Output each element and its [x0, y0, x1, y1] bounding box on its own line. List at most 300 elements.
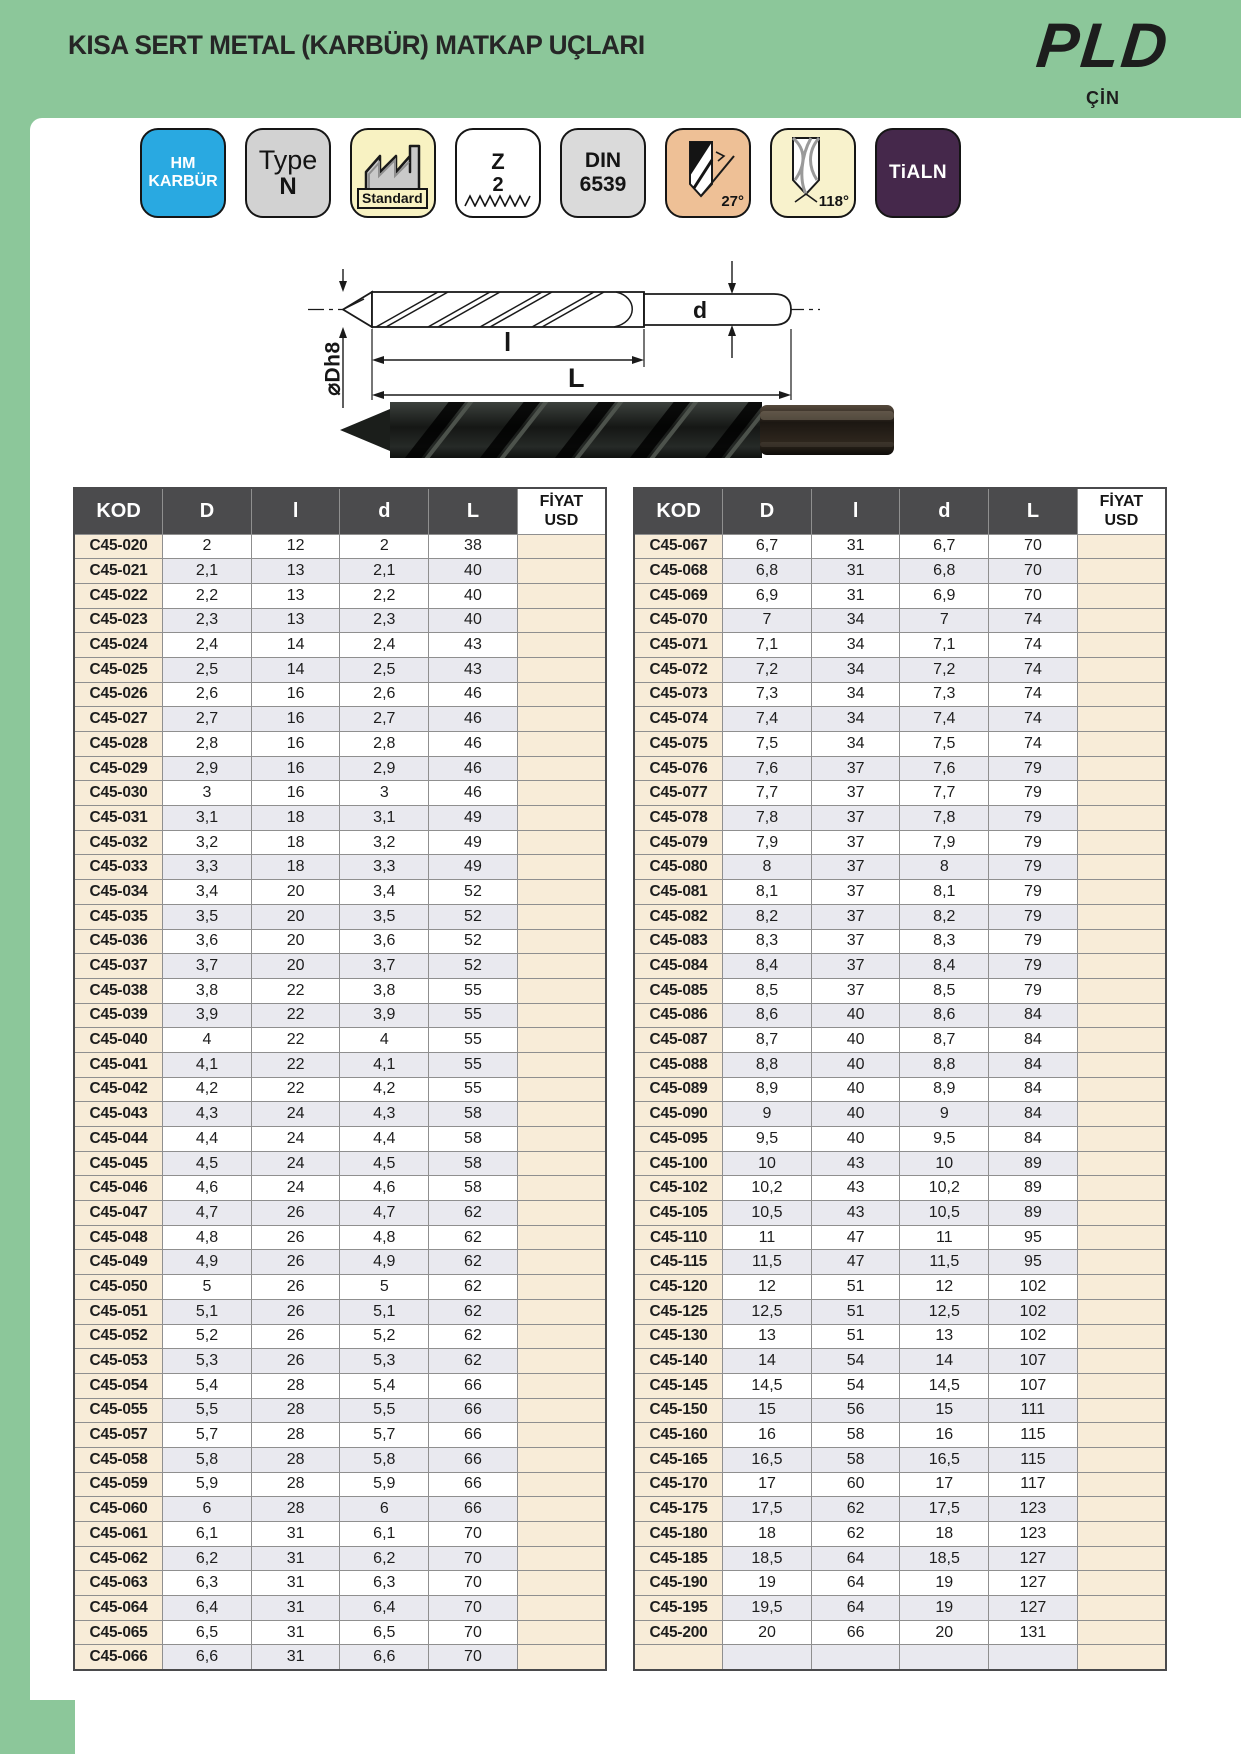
table-row: [74, 880, 606, 905]
cell-value: 8,4: [900, 954, 989, 979]
cell-price: [517, 1176, 606, 1201]
column-header-kod: KOD: [634, 488, 723, 534]
cell-value: 5,4: [163, 1373, 252, 1398]
table-row: [634, 657, 1166, 682]
cell-value: 40: [811, 1052, 900, 1077]
cell-value: 6,4: [340, 1596, 429, 1621]
cell-value: 74: [989, 732, 1078, 757]
badge-hm-line1: HM: [170, 155, 196, 173]
cell-value: 6,7: [723, 534, 812, 559]
cell-value: 5,3: [163, 1349, 252, 1374]
cell-kod: C45-063: [74, 1571, 163, 1596]
badge-standard: [350, 128, 436, 218]
cell-value: 70: [429, 1546, 518, 1571]
cell-value: 3,2: [163, 830, 252, 855]
cell-price: [517, 657, 606, 682]
cell-value: 8: [900, 855, 989, 880]
cell-value: 107: [989, 1349, 1078, 1374]
cell-kod: C45-031: [74, 806, 163, 831]
cell-kod: C45-029: [74, 756, 163, 781]
cell-price: [517, 1275, 606, 1300]
cell-kod: C45-040: [74, 1028, 163, 1053]
cell-kod: C45-036: [74, 929, 163, 954]
cell-value: 84: [989, 1127, 1078, 1152]
cell-price: [517, 1201, 606, 1226]
cell-value: 70: [989, 583, 1078, 608]
cell-value: 8,2: [723, 904, 812, 929]
cell-value: 37: [811, 880, 900, 905]
cell-value: 37: [811, 806, 900, 831]
cell-value: 7,7: [900, 781, 989, 806]
cell-value: 7,9: [900, 830, 989, 855]
cell-value: 16,5: [723, 1447, 812, 1472]
cell-value: 4,5: [340, 1151, 429, 1176]
cell-value: 5,2: [340, 1324, 429, 1349]
cell-kod: C45-082: [634, 904, 723, 929]
cell-kod: C45-052: [74, 1324, 163, 1349]
cell-value: 66: [429, 1423, 518, 1448]
cell-kod: [634, 1645, 723, 1670]
cell-value: 7,8: [723, 806, 812, 831]
badge-coating-label: TiALN: [888, 162, 948, 184]
cell-price: [517, 1003, 606, 1028]
table-row: [74, 1299, 606, 1324]
cell-kod: C45-027: [74, 707, 163, 732]
cell-price: [517, 1151, 606, 1176]
cell-value: 19,5: [723, 1596, 812, 1621]
cell-value: 52: [429, 880, 518, 905]
cell-value: 102: [989, 1324, 1078, 1349]
cell-value: 117: [989, 1472, 1078, 1497]
table-row: [634, 1225, 1166, 1250]
cell-price: [1077, 1571, 1166, 1596]
badge-z-line1: Z: [491, 149, 505, 175]
cell-value: 7,7: [723, 781, 812, 806]
cell-value: 18: [251, 806, 340, 831]
cell-value: 58: [429, 1102, 518, 1127]
cell-price: [1077, 756, 1166, 781]
cell-value: 10,5: [900, 1201, 989, 1226]
cell-value: 84: [989, 1052, 1078, 1077]
table-row: [634, 1373, 1166, 1398]
cell-value: 107: [989, 1373, 1078, 1398]
cell-value: 62: [429, 1349, 518, 1374]
table-row: [634, 707, 1166, 732]
table-row: [74, 1275, 606, 1300]
cell-price: [1077, 1324, 1166, 1349]
cell-price: [517, 1077, 606, 1102]
cell-value: 8,2: [900, 904, 989, 929]
table-row: [74, 707, 606, 732]
cell-value: 58: [811, 1447, 900, 1472]
cell-value: 40: [811, 1077, 900, 1102]
table-row: [74, 1472, 606, 1497]
badge-din-line1: DIN: [584, 149, 622, 173]
cell-kod: C45-089: [634, 1077, 723, 1102]
cell-kod: C45-150: [634, 1398, 723, 1423]
cell-value: 31: [811, 559, 900, 584]
cell-value: 26: [251, 1225, 340, 1250]
cell-value: 14: [900, 1349, 989, 1374]
cell-value: 6,7: [900, 534, 989, 559]
cell-value: 4,6: [163, 1176, 252, 1201]
cell-price: [1077, 1003, 1166, 1028]
cell-value: 10: [723, 1151, 812, 1176]
cell-value: 3,5: [163, 904, 252, 929]
cell-value: 40: [429, 559, 518, 584]
cell-value: 4: [163, 1028, 252, 1053]
cell-price: [517, 880, 606, 905]
cell-value: 3: [163, 781, 252, 806]
column-header-kod: KOD: [74, 488, 163, 534]
cell-value: 2,8: [340, 732, 429, 757]
cell-value: 2,6: [163, 682, 252, 707]
cell-value: 5,8: [163, 1447, 252, 1472]
cell-value: 13: [251, 583, 340, 608]
table-row: [74, 1398, 606, 1423]
cell-price: [1077, 1423, 1166, 1448]
cell-value: 64: [811, 1546, 900, 1571]
table-row: [634, 1497, 1166, 1522]
cell-value: 62: [811, 1522, 900, 1547]
cell-value: 10,5: [723, 1201, 812, 1226]
table-row: [74, 1447, 606, 1472]
cell-value: 3,6: [163, 929, 252, 954]
cell-kod: C45-175: [634, 1497, 723, 1522]
table-row: [634, 1620, 1166, 1645]
cell-value: 16: [251, 682, 340, 707]
cell-value: 7,2: [900, 657, 989, 682]
table-row: [634, 1349, 1166, 1374]
cell-value: 26: [251, 1349, 340, 1374]
header-row: [74, 488, 606, 534]
cell-price: [1077, 1151, 1166, 1176]
brand-logo: PLD: [1033, 11, 1173, 81]
cell-value: 20: [900, 1620, 989, 1645]
cell-value: 8,6: [723, 1003, 812, 1028]
table-row: [74, 756, 606, 781]
cell-kod: C45-075: [634, 732, 723, 757]
cell-kod: C45-022: [74, 583, 163, 608]
cell-price: [1077, 1250, 1166, 1275]
cell-value: 52: [429, 954, 518, 979]
cell-value: 79: [989, 830, 1078, 855]
table-row: [74, 1250, 606, 1275]
cell-price: [517, 1349, 606, 1374]
cell-value: 6,3: [340, 1571, 429, 1596]
badge-hm-line2: KARBÜR: [148, 173, 218, 190]
badge-type-n: [245, 128, 331, 218]
badge-point-angle-label: 118°: [818, 193, 849, 210]
cell-value: 70: [429, 1620, 518, 1645]
cell-kod: C45-076: [634, 756, 723, 781]
cell-value: 5,7: [163, 1423, 252, 1448]
header-row: [634, 488, 1166, 534]
cell-value: 5,8: [340, 1447, 429, 1472]
table-row: [634, 1176, 1166, 1201]
cell-value: 16: [900, 1423, 989, 1448]
cell-value: 22: [251, 1003, 340, 1028]
cell-value: 6: [163, 1497, 252, 1522]
table-row: [634, 978, 1166, 1003]
cell-value: 24: [251, 1151, 340, 1176]
cell-value: 31: [251, 1522, 340, 1547]
cell-value: 7,9: [723, 830, 812, 855]
table-row: [74, 608, 606, 633]
cell-value: 31: [251, 1620, 340, 1645]
table-row: [74, 1324, 606, 1349]
cell-value: 2,2: [340, 583, 429, 608]
cell-value: 3,7: [163, 954, 252, 979]
zigzag-icon: [464, 194, 532, 212]
table-row: [634, 608, 1166, 633]
badge-din-line2: 6539: [579, 173, 627, 196]
table-row: [634, 1398, 1166, 1423]
cell-value: 37: [811, 978, 900, 1003]
cell-value: 26: [251, 1324, 340, 1349]
cell-value: 55: [429, 978, 518, 1003]
cell-kod: C45-165: [634, 1447, 723, 1472]
badge-point-118: [770, 128, 856, 218]
cell-value: [811, 1645, 900, 1670]
cell-value: 70: [429, 1571, 518, 1596]
cell-value: 2: [340, 534, 429, 559]
cell-value: 13: [900, 1324, 989, 1349]
cell-kod: C45-055: [74, 1398, 163, 1423]
cell-value: 37: [811, 855, 900, 880]
cell-price: [517, 534, 606, 559]
drill-photo: [340, 398, 900, 467]
price-header-line: FİYAT: [1099, 493, 1144, 511]
table-row: [74, 806, 606, 831]
cell-kod: C45-087: [634, 1028, 723, 1053]
cell-value: 10,2: [723, 1176, 812, 1201]
cell-price: [517, 633, 606, 658]
table-row: [634, 583, 1166, 608]
cell-value: 79: [989, 806, 1078, 831]
cell-price: [1077, 830, 1166, 855]
cell-value: 84: [989, 1077, 1078, 1102]
column-header-d: d: [340, 488, 429, 534]
column-header-d: D: [723, 488, 812, 534]
cell-kod: C45-041: [74, 1052, 163, 1077]
cell-value: 4,6: [340, 1176, 429, 1201]
cell-kod: C45-185: [634, 1546, 723, 1571]
cell-kod: C45-049: [74, 1250, 163, 1275]
cell-value: 20: [251, 954, 340, 979]
column-header-l: L: [429, 488, 518, 534]
cell-value: 2,9: [163, 756, 252, 781]
cell-value: 2,5: [163, 657, 252, 682]
cell-price: [1077, 633, 1166, 658]
cell-value: 123: [989, 1522, 1078, 1547]
cell-value: 8,8: [900, 1052, 989, 1077]
cell-price: [517, 1571, 606, 1596]
cell-value: 79: [989, 855, 1078, 880]
cell-kod: C45-026: [74, 682, 163, 707]
brand-country: ÇİN: [1086, 88, 1120, 108]
cell-value: 3,2: [340, 830, 429, 855]
cell-value: 3,9: [340, 1003, 429, 1028]
table-row: [74, 559, 606, 584]
cell-value: 31: [251, 1596, 340, 1621]
cell-value: 3,3: [340, 855, 429, 880]
cell-price: [1077, 904, 1166, 929]
cell-value: 5,4: [340, 1373, 429, 1398]
cell-value: 43: [429, 657, 518, 682]
cell-kod: C45-060: [74, 1497, 163, 1522]
cell-value: 6,6: [340, 1645, 429, 1670]
cell-value: 74: [989, 608, 1078, 633]
cell-value: 79: [989, 929, 1078, 954]
cell-value: 34: [811, 682, 900, 707]
cell-value: 46: [429, 707, 518, 732]
cell-value: 18: [251, 830, 340, 855]
cell-kod: C45-046: [74, 1176, 163, 1201]
cell-value: 4,4: [163, 1127, 252, 1152]
cell-value: 127: [989, 1571, 1078, 1596]
badge-hm-karbur: [140, 128, 226, 218]
table-row: [634, 954, 1166, 979]
cell-price: [1077, 608, 1166, 633]
cell-value: 7,1: [900, 633, 989, 658]
price-header-line: USD: [544, 512, 579, 530]
cell-value: 2,5: [340, 657, 429, 682]
cell-price: [517, 682, 606, 707]
cell-value: 37: [811, 830, 900, 855]
cell-kod: C45-084: [634, 954, 723, 979]
column-header-d: D: [163, 488, 252, 534]
cell-value: 127: [989, 1596, 1078, 1621]
cell-kod: C45-021: [74, 559, 163, 584]
cell-value: 2,8: [163, 732, 252, 757]
cell-kod: C45-120: [634, 1275, 723, 1300]
cell-value: 28: [251, 1398, 340, 1423]
cell-kod: C45-047: [74, 1201, 163, 1226]
cell-value: 5,9: [340, 1472, 429, 1497]
cell-value: 62: [429, 1250, 518, 1275]
table-row: [74, 904, 606, 929]
cell-value: 37: [811, 781, 900, 806]
cell-value: 2,2: [163, 583, 252, 608]
cell-kod: C45-110: [634, 1225, 723, 1250]
table-row: [74, 830, 606, 855]
cell-value: 89: [989, 1151, 1078, 1176]
table-row: [634, 1546, 1166, 1571]
cell-price: [517, 1447, 606, 1472]
cell-kod: C45-023: [74, 608, 163, 633]
cell-kod: C45-070: [634, 608, 723, 633]
cell-kod: C45-054: [74, 1373, 163, 1398]
cell-value: 47: [811, 1250, 900, 1275]
cell-value: 115: [989, 1423, 1078, 1448]
table-row: [74, 657, 606, 682]
attribute-badges: [140, 128, 961, 218]
cell-value: 24: [251, 1176, 340, 1201]
badge-type-line2: N: [279, 172, 297, 200]
cell-value: 6,8: [723, 559, 812, 584]
cell-price: [1077, 855, 1166, 880]
cell-value: 8,5: [900, 978, 989, 1003]
table-row: [634, 1201, 1166, 1226]
cell-value: 3,1: [340, 806, 429, 831]
column-header-price: [517, 488, 606, 534]
cell-price: [1077, 880, 1166, 905]
cell-value: 58: [811, 1423, 900, 1448]
cell-value: 74: [989, 682, 1078, 707]
cell-value: 9: [723, 1102, 812, 1127]
cell-kod: C45-062: [74, 1546, 163, 1571]
cell-price: [1077, 1497, 1166, 1522]
badge-helix-27: [665, 128, 751, 218]
cell-kod: C45-066: [74, 1645, 163, 1670]
cell-kod: C45-050: [74, 1275, 163, 1300]
cell-kod: C45-072: [634, 657, 723, 682]
cell-kod: C45-068: [634, 559, 723, 584]
cell-value: 2,3: [163, 608, 252, 633]
cell-price: [517, 830, 606, 855]
cell-value: 16: [251, 732, 340, 757]
cell-value: 6,4: [163, 1596, 252, 1621]
table-row: [74, 534, 606, 559]
cell-value: 70: [429, 1645, 518, 1670]
cell-value: 5: [163, 1275, 252, 1300]
cell-kod: C45-083: [634, 929, 723, 954]
cell-price: [517, 1225, 606, 1250]
cell-kod: C45-039: [74, 1003, 163, 1028]
table-row: [634, 534, 1166, 559]
cell-value: 3,8: [340, 978, 429, 1003]
cell-price: [1077, 1522, 1166, 1547]
cell-value: 12,5: [723, 1299, 812, 1324]
table-row: [74, 1645, 606, 1670]
cell-value: 31: [251, 1571, 340, 1596]
cell-value: 70: [429, 1596, 518, 1621]
cell-kod: C45-095: [634, 1127, 723, 1152]
cell-price: [517, 1028, 606, 1053]
cell-value: 66: [429, 1447, 518, 1472]
cell-price: [1077, 978, 1166, 1003]
cell-price: [1077, 1398, 1166, 1423]
cell-value: 7: [723, 608, 812, 633]
cell-kod: C45-115: [634, 1250, 723, 1275]
cell-value: 2,1: [340, 559, 429, 584]
cell-value: 51: [811, 1299, 900, 1324]
cell-kod: C45-071: [634, 633, 723, 658]
cell-value: 84: [989, 1102, 1078, 1127]
cell-value: 8,7: [723, 1028, 812, 1053]
table-row: [74, 1151, 606, 1176]
cell-value: 16: [723, 1423, 812, 1448]
cell-value: 7,1: [723, 633, 812, 658]
cell-value: 49: [429, 855, 518, 880]
cell-value: 37: [811, 904, 900, 929]
cell-value: 4,2: [163, 1077, 252, 1102]
cell-value: 6,1: [340, 1522, 429, 1547]
cell-value: 84: [989, 1003, 1078, 1028]
cell-value: 37: [811, 756, 900, 781]
cell-value: 14: [251, 633, 340, 658]
cell-price: [517, 1423, 606, 1448]
cell-value: 4,1: [340, 1052, 429, 1077]
badge-helix-angle-label: 27°: [721, 193, 744, 210]
cell-value: 66: [811, 1620, 900, 1645]
cell-price: [1077, 1373, 1166, 1398]
cell-value: 8: [723, 855, 812, 880]
cell-value: 62: [429, 1324, 518, 1349]
table-row: [74, 732, 606, 757]
cell-value: 123: [989, 1497, 1078, 1522]
